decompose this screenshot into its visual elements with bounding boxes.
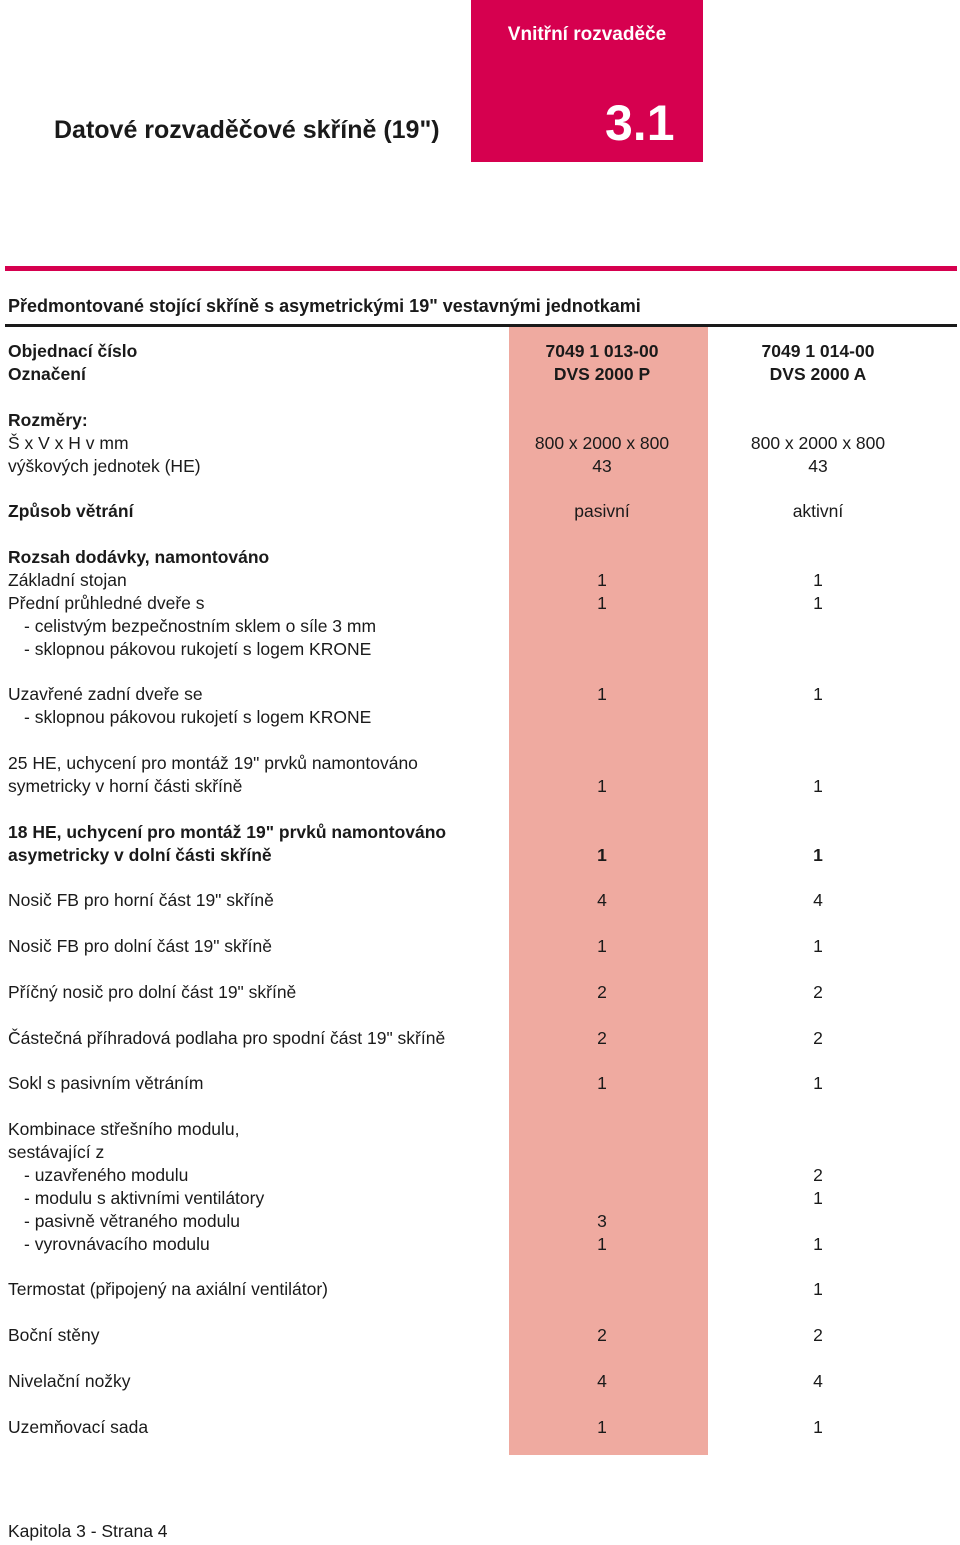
table-row — [0, 638, 960, 661]
value-dvs-2000-a: 1 — [813, 1234, 823, 1254]
row-label: asymetricky v dolní části skříně — [8, 845, 272, 865]
table-row — [0, 340, 960, 363]
table-row — [0, 615, 960, 638]
row-label: Kombinace střešního modulu, — [8, 1119, 240, 1139]
table-row — [0, 683, 960, 706]
value-dvs-2000-p: 3 — [597, 1211, 607, 1231]
value-dvs-2000-p: 1 — [597, 1417, 607, 1437]
table-row — [0, 1324, 960, 1347]
value-dvs-2000-p: 7049 1 013-00 — [545, 341, 659, 361]
value-dvs-2000-p: 1 — [597, 845, 607, 865]
table-row — [0, 821, 960, 844]
table-row — [0, 981, 960, 1004]
row-label: Nosič FB pro horní část 19" skříně — [8, 890, 274, 910]
chapter-number: 3.1 — [605, 95, 675, 151]
table-row — [0, 935, 960, 958]
row-label: Rozměry: — [8, 410, 88, 430]
table-row — [0, 592, 960, 615]
value-dvs-2000-p: 1 — [597, 684, 607, 704]
row-label: Rozsah dodávky, namontováno — [8, 547, 270, 567]
value-dvs-2000-a: 1 — [813, 1279, 823, 1299]
value-dvs-2000-a: 1 — [813, 936, 823, 956]
table-row — [0, 1072, 960, 1095]
table-row — [0, 1233, 960, 1256]
value-dvs-2000-a: 7049 1 014-00 — [761, 341, 875, 361]
value-dvs-2000-p: 2 — [597, 1028, 607, 1048]
table-row — [0, 775, 960, 798]
chapter-tab — [471, 0, 703, 162]
row-label: - pasivně větraného modulu — [24, 1211, 240, 1231]
value-dvs-2000-p: DVS 2000 P — [553, 364, 651, 384]
table-row — [0, 1164, 960, 1187]
value-dvs-2000-a: 2 — [813, 1028, 823, 1048]
table-row — [0, 1416, 960, 1439]
row-label: Přední průhledné dveře s — [8, 593, 205, 613]
table-row — [0, 1118, 960, 1141]
value-dvs-2000-a: aktivní — [792, 501, 844, 521]
row-label: Označení — [8, 364, 86, 384]
table-row — [0, 1370, 960, 1393]
value-dvs-2000-p: 4 — [597, 890, 607, 910]
value-dvs-2000-a: 4 — [813, 1371, 823, 1391]
table-row — [0, 500, 960, 523]
value-dvs-2000-a: 4 — [813, 890, 823, 910]
row-label: výškových jednotek (HE) — [8, 456, 201, 476]
value-dvs-2000-p: 800 x 2000 x 800 — [534, 433, 670, 453]
table-row — [0, 432, 960, 455]
value-dvs-2000-p: 1 — [597, 1073, 607, 1093]
value-dvs-2000-p: 1 — [597, 936, 607, 956]
value-dvs-2000-a: 1 — [813, 684, 823, 704]
row-label: sestávající z — [8, 1142, 105, 1162]
table-row — [0, 569, 960, 592]
row-label: - uzavřeného modulu — [24, 1165, 189, 1185]
page-title: Datové rozvaděčové skříně (19") — [54, 116, 440, 144]
table-row — [0, 455, 960, 478]
row-label: Termostat (připojený na axiální ventilátor) — [8, 1279, 329, 1299]
row-label: Příčný nosič pro dolní část 19" skříně — [8, 982, 297, 1002]
section-title: Předmontované stojící skříně s asymetrickými 19" vestavnými jednotkami — [8, 296, 641, 316]
table-row — [0, 1278, 960, 1301]
row-label: 25 HE, uchycení pro montáž 19" prvků namontováno — [8, 753, 418, 773]
value-dvs-2000-a: 1 — [813, 845, 823, 865]
value-dvs-2000-a: 1 — [813, 1417, 823, 1437]
row-label: 18 HE, uchycení pro montáž 19" prvků namontováno — [8, 822, 447, 842]
category-label: Vnitřní rozvaděče — [507, 24, 667, 45]
value-dvs-2000-a: 1 — [813, 1188, 823, 1208]
value-dvs-2000-p: pasivní — [574, 501, 630, 521]
row-label: - celistvým bezpečnostním sklem o síle 3 mm — [24, 616, 377, 636]
row-label: Základní stojan — [8, 570, 127, 590]
header-divider — [5, 266, 957, 271]
value-dvs-2000-a: 2 — [813, 1165, 823, 1185]
row-label: Nivelační nožky — [8, 1371, 131, 1391]
value-dvs-2000-a: 2 — [813, 1325, 823, 1345]
row-label: Uzavřené zadní dveře se — [8, 684, 203, 704]
row-label: Š x V x H v mm — [8, 433, 129, 453]
row-label: Částečná příhradová podlaha pro spodní část 19" skříně — [8, 1028, 446, 1048]
value-dvs-2000-p: 1 — [597, 593, 607, 613]
row-label: symetricky v horní části skříně — [8, 776, 243, 796]
value-dvs-2000-a: 1 — [813, 776, 823, 796]
value-dvs-2000-p: 43 — [592, 456, 612, 476]
table-row — [0, 706, 960, 729]
table-row — [0, 1210, 960, 1233]
table-row — [0, 546, 960, 569]
value-dvs-2000-a: 2 — [813, 982, 823, 1002]
value-dvs-2000-p: 1 — [597, 776, 607, 796]
row-label: Boční stěny — [8, 1325, 100, 1345]
section-divider — [5, 324, 957, 327]
row-label: - sklopnou pákovou rukojetí s logem KRONE — [24, 707, 372, 727]
value-dvs-2000-p: 2 — [597, 1325, 607, 1345]
table-row — [0, 1027, 960, 1050]
row-label: - modulu s aktivními ventilátory — [24, 1188, 265, 1208]
row-label: - vyrovnávacího modulu — [24, 1234, 210, 1254]
value-dvs-2000-p: 4 — [597, 1371, 607, 1391]
table-row — [0, 752, 960, 775]
value-dvs-2000-a: 43 — [808, 456, 828, 476]
value-dvs-2000-a: 800 x 2000 x 800 — [750, 433, 886, 453]
value-dvs-2000-p: 1 — [597, 1234, 607, 1254]
table-row — [0, 1141, 960, 1164]
value-dvs-2000-a: 1 — [813, 593, 823, 613]
table-row — [0, 409, 960, 432]
value-dvs-2000-p: 2 — [597, 982, 607, 1002]
row-label: Způsob větrání — [8, 501, 134, 521]
value-dvs-2000-a: DVS 2000 A — [769, 364, 867, 384]
row-label: Nosič FB pro dolní část 19" skříně — [8, 936, 272, 956]
value-dvs-2000-a: 1 — [813, 570, 823, 590]
row-label: Sokl s pasivním větráním — [8, 1073, 204, 1093]
table-row — [0, 844, 960, 867]
page-footer: Kapitola 3 - Strana 4 — [8, 1521, 168, 1541]
table-row — [0, 1187, 960, 1210]
table-row — [0, 363, 960, 386]
value-dvs-2000-a: 1 — [813, 1073, 823, 1093]
row-label: - sklopnou pákovou rukojetí s logem KRONE — [24, 639, 372, 659]
row-label: Uzemňovací sada — [8, 1417, 149, 1437]
table-row — [0, 889, 960, 912]
value-dvs-2000-p: 1 — [597, 570, 607, 590]
row-label: Objednací číslo — [8, 341, 138, 361]
